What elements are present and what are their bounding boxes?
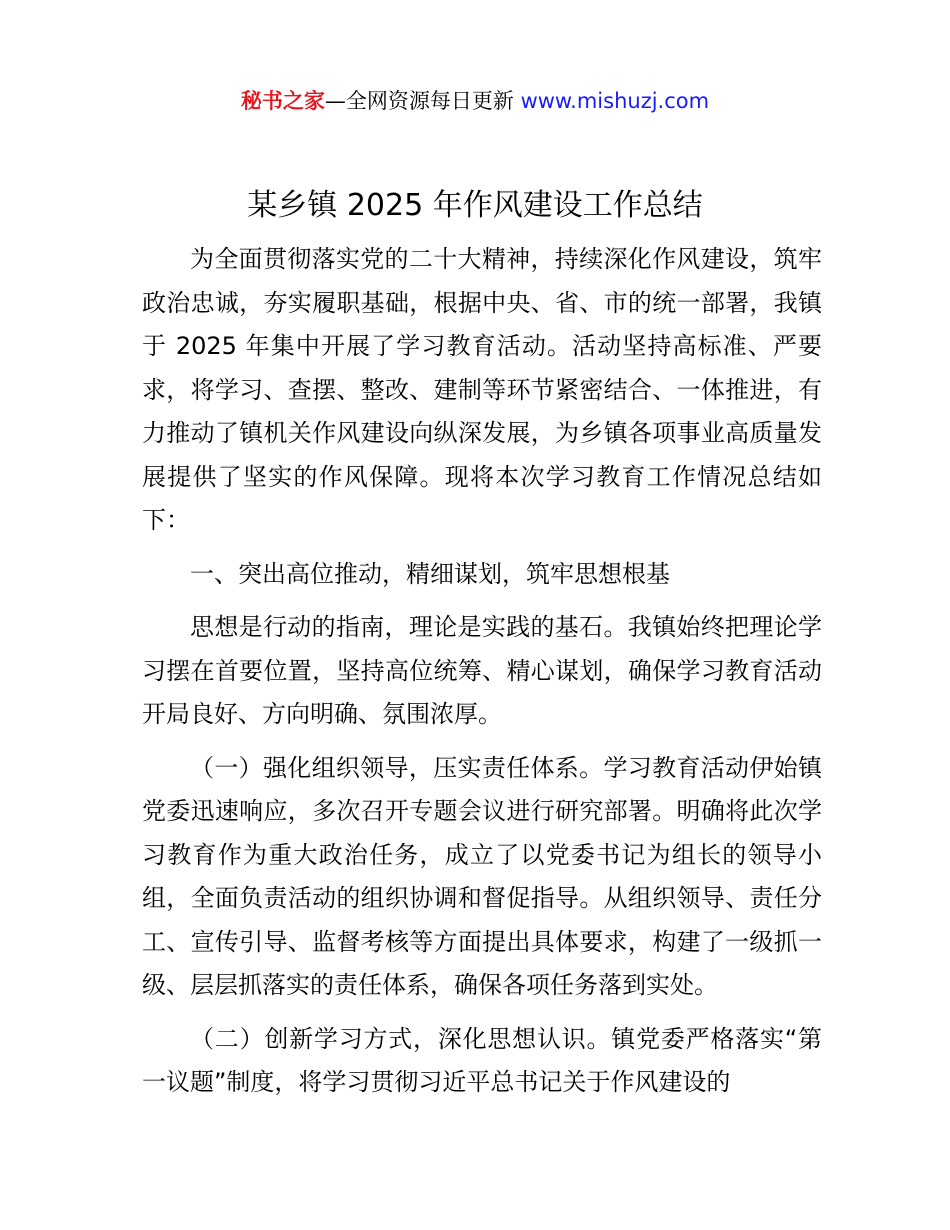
section-heading-1: 一、突出高位推动，精细谋划，筑牢思想根基 xyxy=(190,559,670,588)
subsection-1-paragraph: （一）强化组织领导，压实责任体系。学习教育活动伊始镇党委迅速响应，多次召开专题会议进行研究部署。明确将此次学习教育作为重大政治任务，成立了以党委书记为组长的领导小组，全面负责活动的组织协调和督促指导。从组织领导、责任分工、宣传引导、监督考核等方面提出具体要求，构建了一级抓一级、层层抓落实的责任体系，确保各项任务落到实处。 xyxy=(142,753,822,999)
site-brand: 秘书之家 xyxy=(240,89,325,113)
site-header xyxy=(0,86,950,116)
subsection-2-paragraph: （二）创新学习方式，深化思想认识。镇党委严格落实“第一议题”制度，将学习贯彻习近平总书记关于作风建设的 xyxy=(142,1024,822,1096)
site-url-link[interactable]: www.mishuzj.com xyxy=(520,89,710,113)
site-tagline: —全网资源每日更新 xyxy=(324,89,521,113)
section-1-paragraph: 思想是行动的指南，理论是实践的基石。我镇始终把理论学习摆在首要位置，坚持高位统筹、精心谋划，确保学习教育活动开局良好、方向明确、氛围浓厚。 xyxy=(142,613,822,728)
intro-paragraph: 为全面贯彻落实党的二十大精神，持续深化作风建设，筑牢政治忠诚，夯实履职基础，根据中央、省、市的统一部署，我镇于 2025 年集中开展了学习教育活动。活动坚持高标准、严要求，将学习、查摆、整改、建制等环节紧密结合、一体推进，有力推动了镇机关作风建设向纵深发展，为乡镇各项事业高质量发展提供了坚实的作风保障。现将本次学习教育工作情况总结如下： xyxy=(142,245,822,534)
document-body xyxy=(142,238,822,1105)
document-title: 某乡镇 2025 年作风建设工作总结 xyxy=(247,188,703,223)
